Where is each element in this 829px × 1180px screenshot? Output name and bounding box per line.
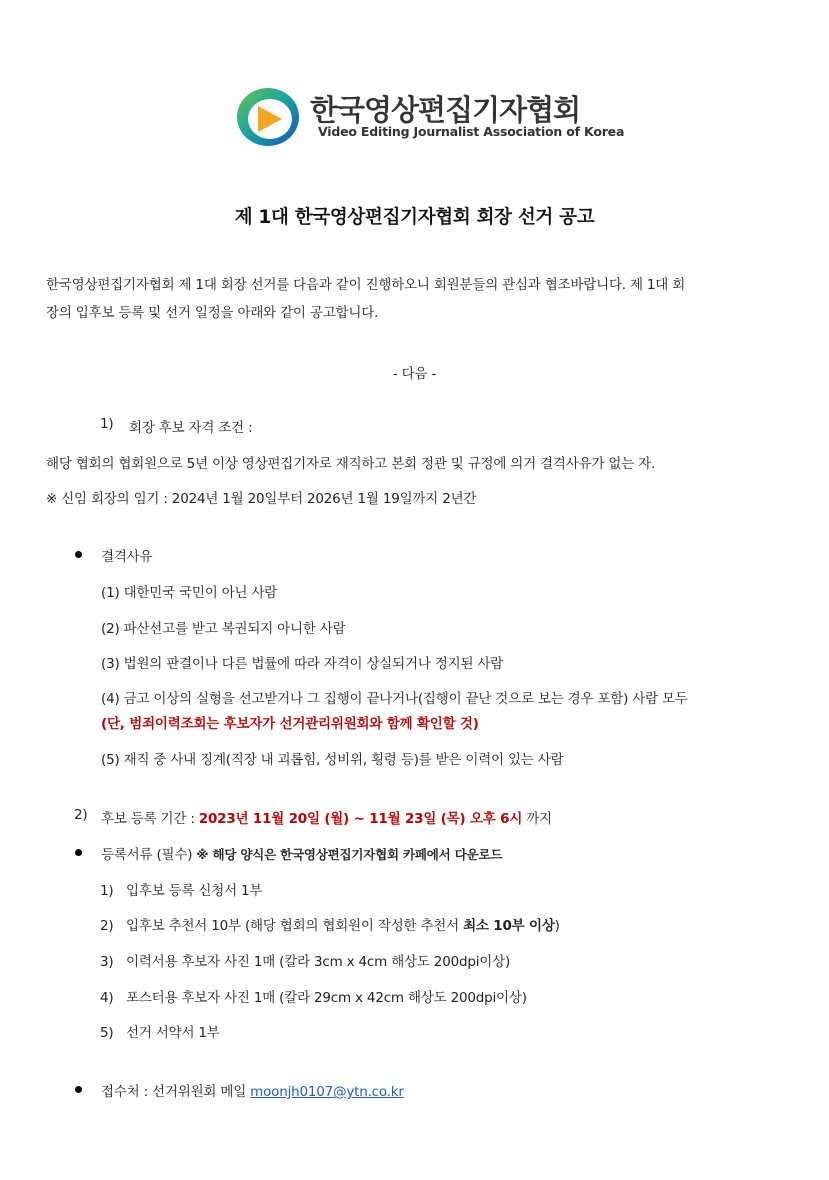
registration-period-label: 후보 등록 기간 : [101,811,195,827]
item-number: (5) [101,752,120,768]
registration-period-line [101,807,552,827]
intro-line-1: 한국영상편집기자협회 제 1대 회장 선거를 다음과 같이 진행하오니 회원분들의 관심과 협조바랍니다. 제 1대 회 [46,277,686,293]
item-number: 1) [100,883,114,899]
disqualify-item-1 [101,581,277,601]
registration-period-suffix: 까지 [526,811,552,827]
item-text: 선거 서약서 1부 [126,1025,220,1041]
item-number: 2) [100,918,114,934]
disqualify-item-5 [101,748,563,768]
bullet-dot [75,849,82,856]
section2-number: 2) [74,807,88,823]
documents-download-note: ※ 해당 양식은 한국영상편집기자협회 카페에서 다운로드 [196,847,503,862]
document-item-4 [100,986,527,1006]
item-number: (4) [101,691,120,707]
association-logo [236,86,625,148]
item-text: 파산선고를 받고 복권되지 아니한 사람 [123,621,346,637]
item-text: 이력서용 후보자 사진 1매 (칼라 3cm x 4cm 해상도 200dpi이상) [126,954,511,970]
item-number: (1) [101,585,120,601]
item-text: 입후보 등록 신청서 1부 [126,883,263,899]
disqualify-item-4-note: (단, 범죄이력조회는 후보자가 선거관리위원회와 함께 확인할 것) [101,716,479,732]
disqualify-heading: 결격사유 [101,549,153,565]
section1-heading: 회장 후보 자격 조건 : [129,420,253,436]
document-title: 제 1대 한국영상편집기자협회 회장 선거 공고 [234,207,595,228]
item-text: 재직 중 사내 징계(직장 내 괴롭힘, 성비위, 횡령 등)를 받은 이력이 있는 사람 [123,752,564,768]
item-number: 4) [100,990,114,1006]
document-item-5 [100,1021,220,1041]
contact-email-link[interactable]: moonjh0107@ytn.co.kr [250,1084,404,1100]
item-text: 입후보 추천서 10부 (해당 협회의 협회원이 작성한 추천서 [126,918,464,934]
item-number: (2) [101,621,120,637]
documents-line [101,843,502,863]
item-text: 포스터용 후보자 사진 1매 (칼라 29cm x 42cm 해상도 200dpi이상) [126,990,527,1006]
item-emphasis: 최소 10부 이상 [463,918,555,934]
bullet-dot [75,551,82,558]
document-item-3 [100,950,510,970]
disqualify-item-2 [101,617,345,637]
item-number: 3) [100,954,114,970]
section1-body: 해당 협회의 협회원으로 5년 이상 영상편집기자로 재직하고 본회 정관 및 규정에 의거 결격사유가 없는 자. [46,456,656,472]
item-text: 법원의 판결이나 다른 법률에 따라 자격이 상실되거나 정지된 사람 [123,656,504,672]
logo-korean-name: 한국영상편집기자협회 [310,93,581,127]
document-item-2 [100,914,560,934]
disqualify-item-3 [101,652,503,672]
contact-line [101,1080,404,1100]
section1-number: 1) [100,416,114,432]
documents-label: 등록서류 (필수) [101,847,193,863]
contact-label: 접수처 : 선거위원회 메일 [101,1084,247,1100]
disqualify-item-4 [101,687,688,707]
item-text: 금고 이상의 실형을 선고받거나 그 집행이 끝나거나(집행이 끝난 것으로 보는 경우 포함) 사람 모두 [123,691,688,707]
document-item-1 [100,879,262,899]
item-number: (3) [101,656,120,672]
separator-heading: - 다음 - [392,366,437,382]
term-note: ※ 신임 회장의 임기 : 2024년 1월 20일부터 2026년 1월 19일까지 2년간 [46,491,477,507]
play-circle-logo-icon [236,86,300,148]
bullet-dot [75,1086,82,1093]
item-number: 5) [100,1025,114,1041]
intro-line-2: 장의 입후보 등록 및 선거 일정을 아래와 같이 공고합니다. [46,305,379,321]
registration-period-dates: 2023년 11월 20일 (월) ~ 11월 23일 (목) 오후 6시 [198,811,523,827]
item-text: 대한민국 국민이 아닌 사람 [123,585,278,601]
item-close: ) [554,918,560,934]
logo-english-name: Video Editing Journalist Association of Korea [318,124,625,139]
